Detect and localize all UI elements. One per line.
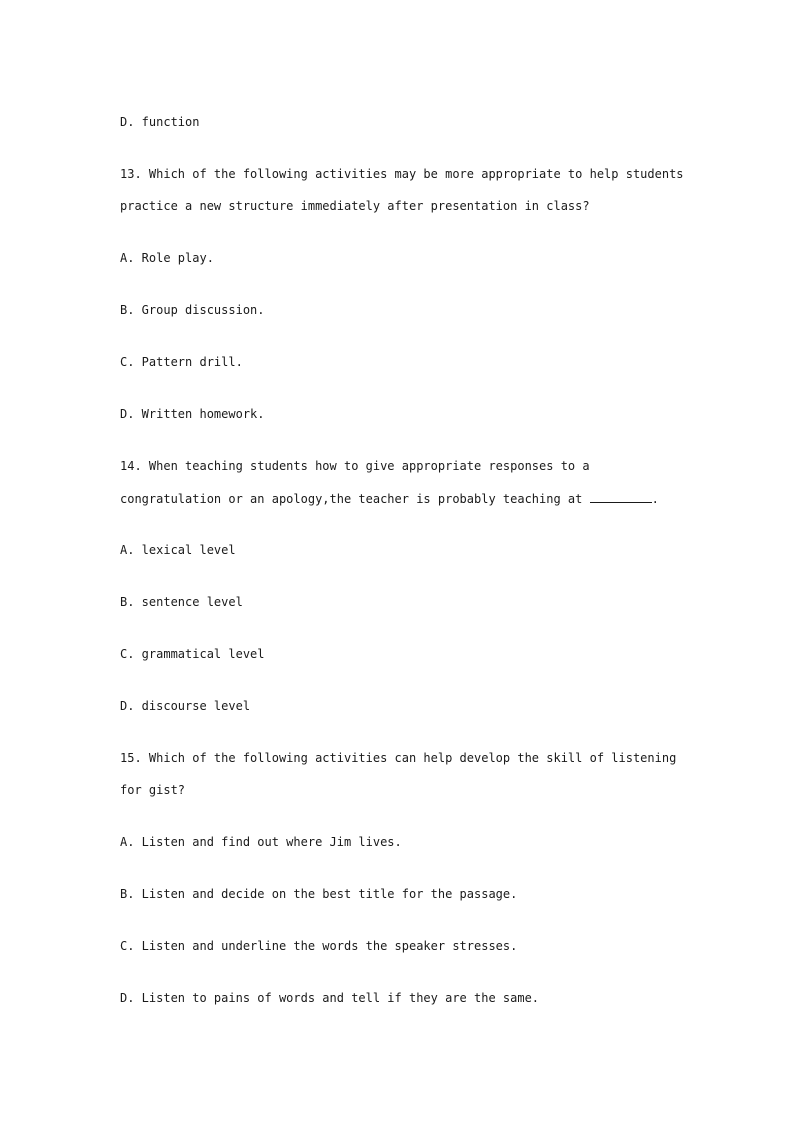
- q15-stem-line-1: 15. Which of the following activities can help develop the skill of listening: [120, 751, 677, 765]
- q14-option-a: A. lexical level: [120, 543, 236, 557]
- q13-option-a: A. Role play.: [120, 251, 214, 265]
- q15-option-b: B. Listen and decide on the best title for the passage.: [120, 887, 518, 901]
- q13-stem-line-2: practice a new structure immediately after presentation in class?: [120, 199, 590, 213]
- q14-stem-line-1: 14. When teaching students how to give appropriate responses to a: [120, 459, 590, 473]
- q13-option-c: C. Pattern drill.: [120, 355, 243, 369]
- q14-option-c: C. grammatical level: [120, 647, 265, 661]
- q14-option-b: B. sentence level: [120, 595, 243, 609]
- q14-option-d: D. discourse level: [120, 699, 251, 713]
- q15-option-c: C. Listen and underline the words the speaker stresses.: [120, 939, 518, 953]
- answer-blank: [590, 490, 652, 503]
- q13-option-d: D. Written homework.: [120, 407, 265, 421]
- q14-stem-line-2-prefix: congratulation or an apology,the teacher is probably teaching at: [120, 492, 590, 506]
- q14-stem-line-2: [120, 490, 659, 507]
- q13-option-b: B. Group discussion.: [120, 303, 265, 317]
- q15-stem-line-2: for gist?: [120, 783, 186, 797]
- q14-stem-line-2-suffix: .: [651, 492, 659, 506]
- q12-option-d: D. function: [120, 115, 200, 129]
- q15-option-d: D. Listen to pains of words and tell if they are the same.: [120, 991, 540, 1005]
- q13-stem-line-1: 13. Which of the following activities may be more appropriate to help students: [120, 167, 684, 181]
- q15-option-a: A. Listen and find out where Jim lives.: [120, 835, 402, 849]
